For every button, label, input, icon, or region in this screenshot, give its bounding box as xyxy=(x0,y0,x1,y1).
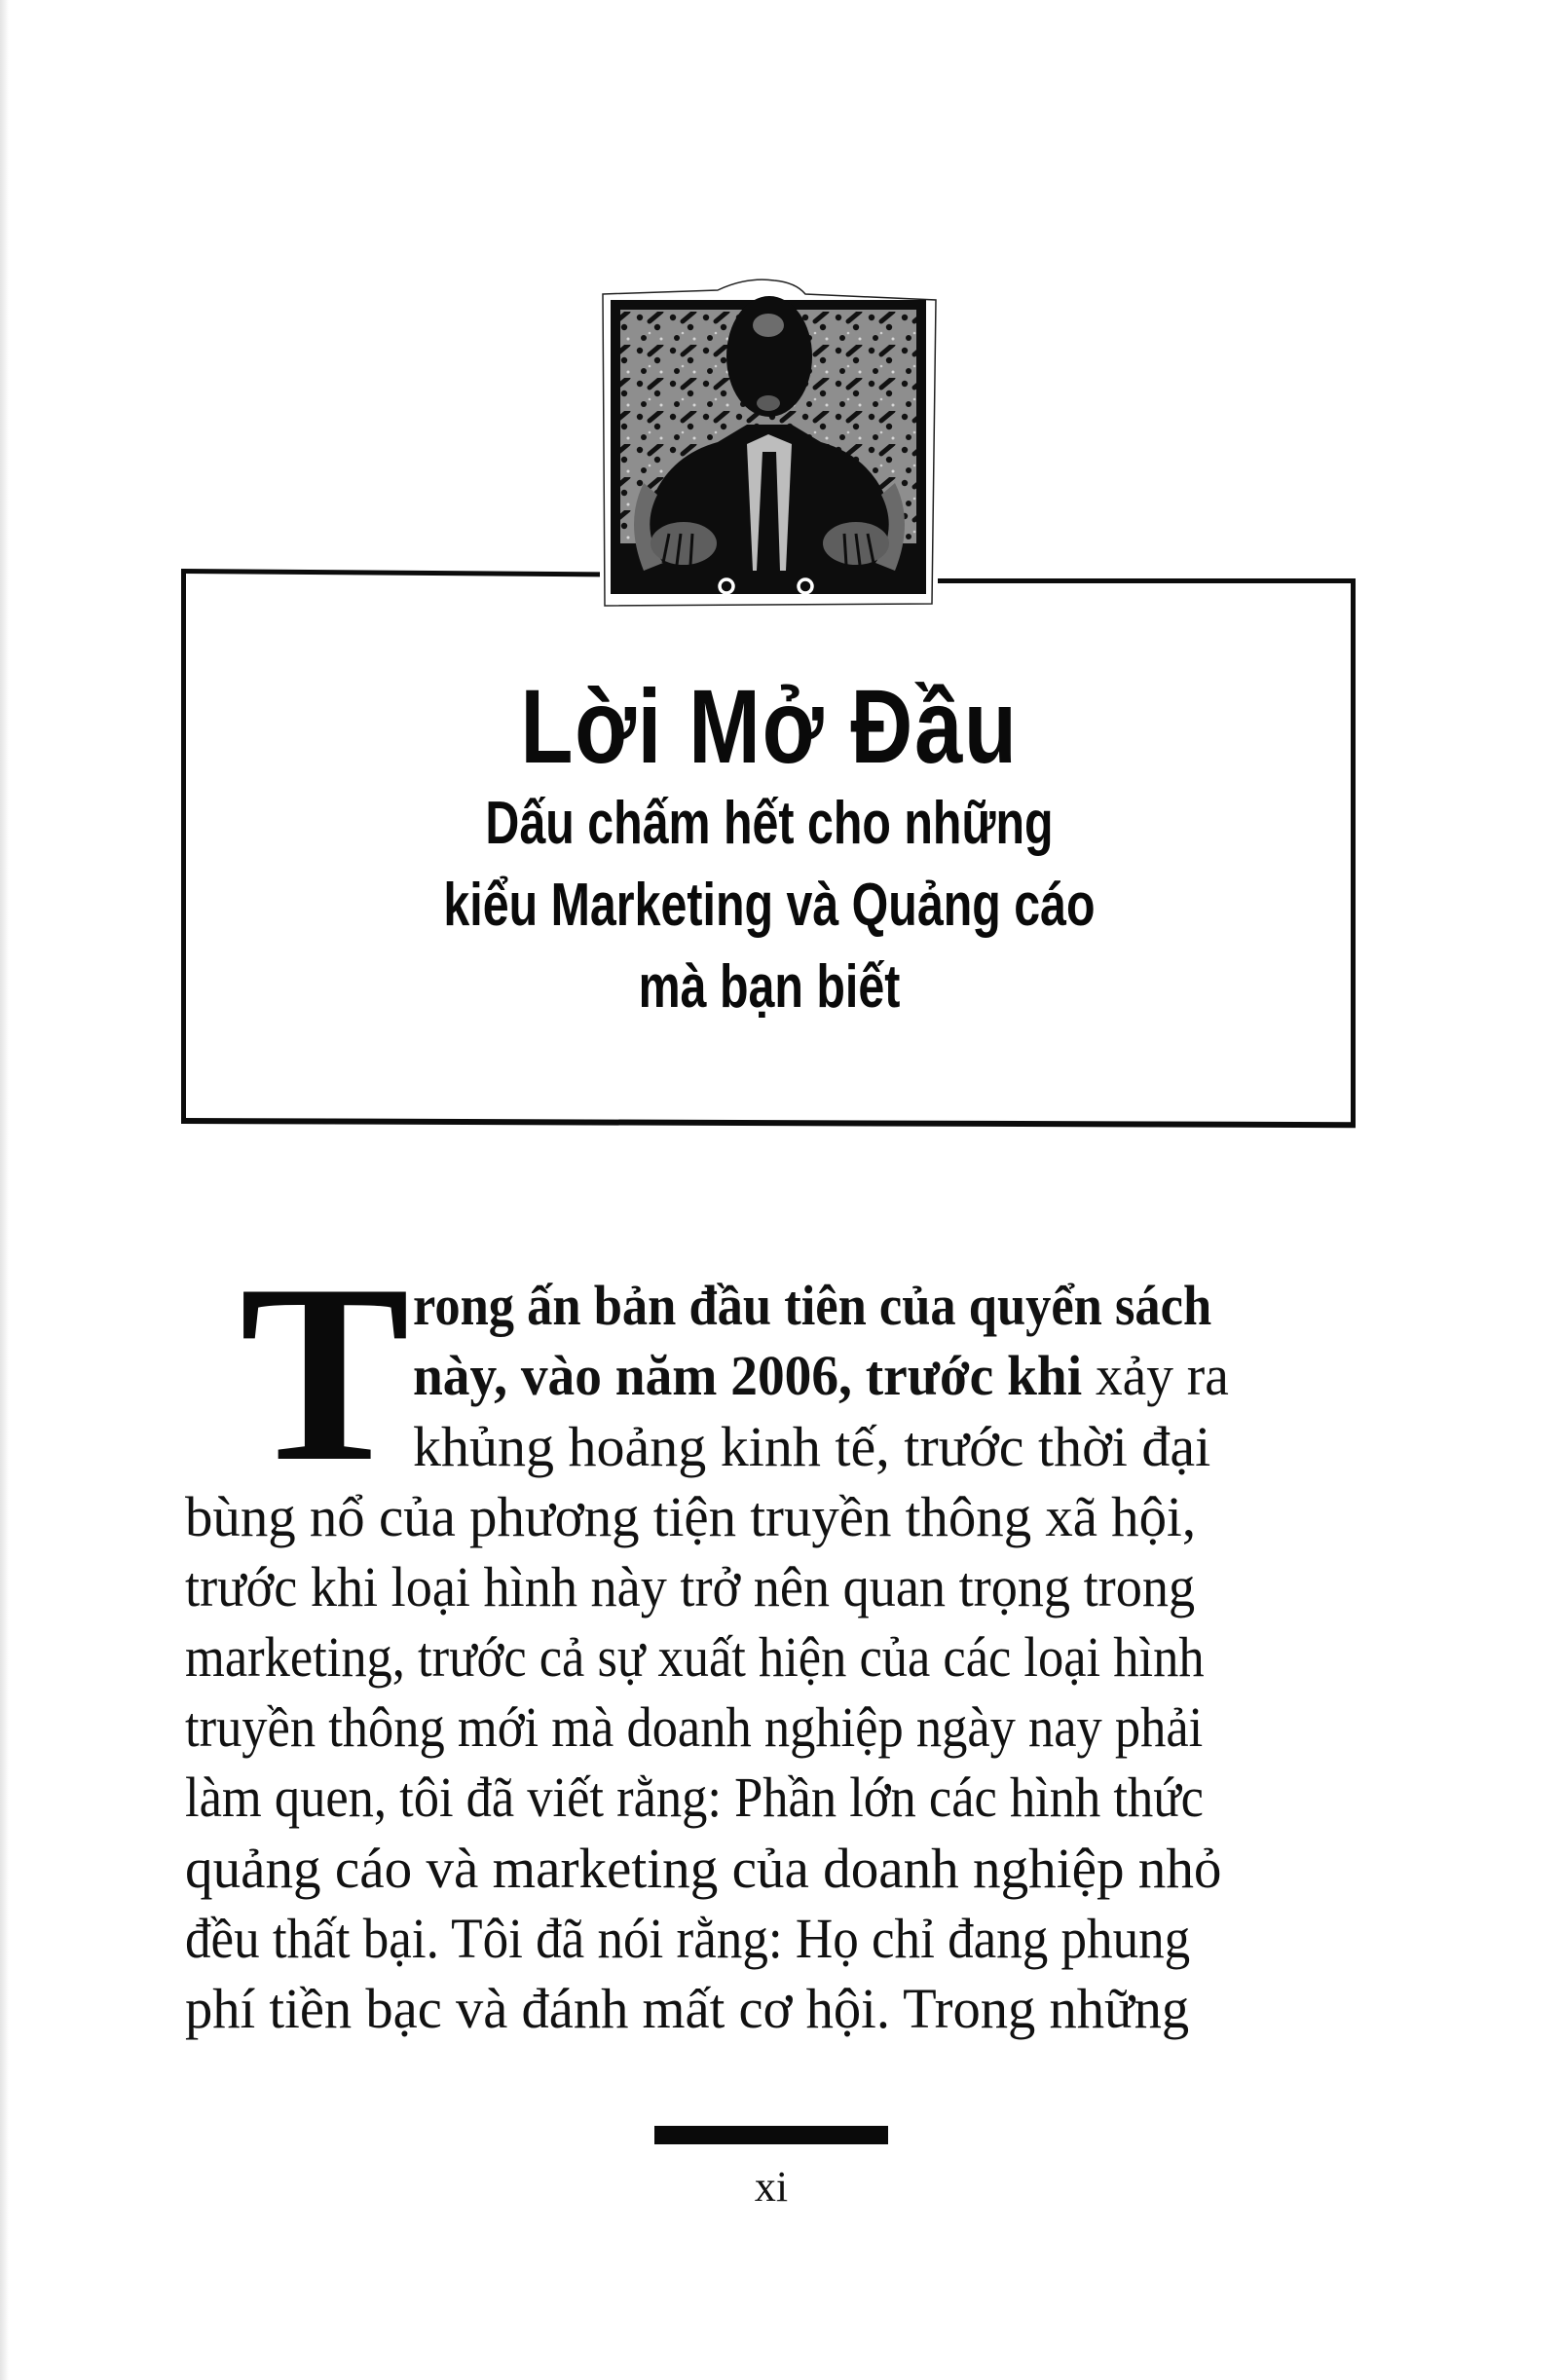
chapter-subtitle xyxy=(312,783,1226,1028)
body-text: truyền thông mới mà doanh nghiệp ngày nay phải xyxy=(185,1695,1204,1759)
subtitle-line: mà bạn biết xyxy=(638,953,901,1021)
man-in-suit-illustration xyxy=(601,279,938,608)
body-line xyxy=(413,1341,1229,1411)
frame-border-top-left xyxy=(183,569,600,576)
body-line xyxy=(185,1763,1204,1833)
chapter-title: Lời Mở Đầu xyxy=(520,667,1019,785)
drop-cap: T xyxy=(240,1232,410,1514)
body-line xyxy=(185,1904,1190,1974)
body-text: marketing, trước cả sự xuất hiện của các loại hình xyxy=(185,1625,1205,1689)
body-text: phí tiền bạc và đánh mất cơ hội. Trong những xyxy=(185,1977,1190,2040)
footer-rule xyxy=(654,2126,888,2144)
frame-border-bottom xyxy=(183,1118,1356,1128)
body-text: khủng hoảng kinh tế, trước thời đại xyxy=(413,1415,1211,1478)
page-edge-shadow xyxy=(0,0,9,2380)
body-line xyxy=(185,1552,1195,1622)
body-text: đều thất bại. Tôi đã nói rằng: Họ chỉ đang phung xyxy=(185,1907,1191,1970)
body-line xyxy=(413,1271,1211,1341)
body-text: bùng nổ của phương tiện truyền thông xã hội, xyxy=(185,1485,1197,1548)
page-number: xi xyxy=(754,2163,789,2211)
body-line xyxy=(185,1692,1203,1763)
chapter-heading xyxy=(183,667,1356,1028)
body-line xyxy=(413,1412,1210,1482)
subtitle-line: kiểu Marketing và Quảng cáo xyxy=(443,872,1096,939)
body-text-bold: này, vào năm 2006, trước khi xyxy=(413,1344,1083,1407)
body-text: trước khi loại hình này trở nên quan trọng trong xyxy=(185,1555,1196,1618)
subtitle-line: Dấu chấm hết cho những xyxy=(485,790,1054,857)
body-line xyxy=(185,1834,1221,1904)
frame-border-top-right xyxy=(938,578,1356,583)
body-text-bold: rong ấn bản đầu tiên của quyển sách xyxy=(413,1274,1212,1337)
body-text: làm quen, tôi đã viết rằng: Phần lớn các hình thức xyxy=(185,1766,1204,1829)
body-line xyxy=(185,1482,1196,1552)
body-text: xảy ra xyxy=(1082,1344,1229,1407)
body-line xyxy=(185,1974,1189,2044)
body-line xyxy=(185,1622,1205,1692)
body-text: quảng cáo và marketing của doanh nghiệp nhỏ xyxy=(185,1837,1222,1900)
